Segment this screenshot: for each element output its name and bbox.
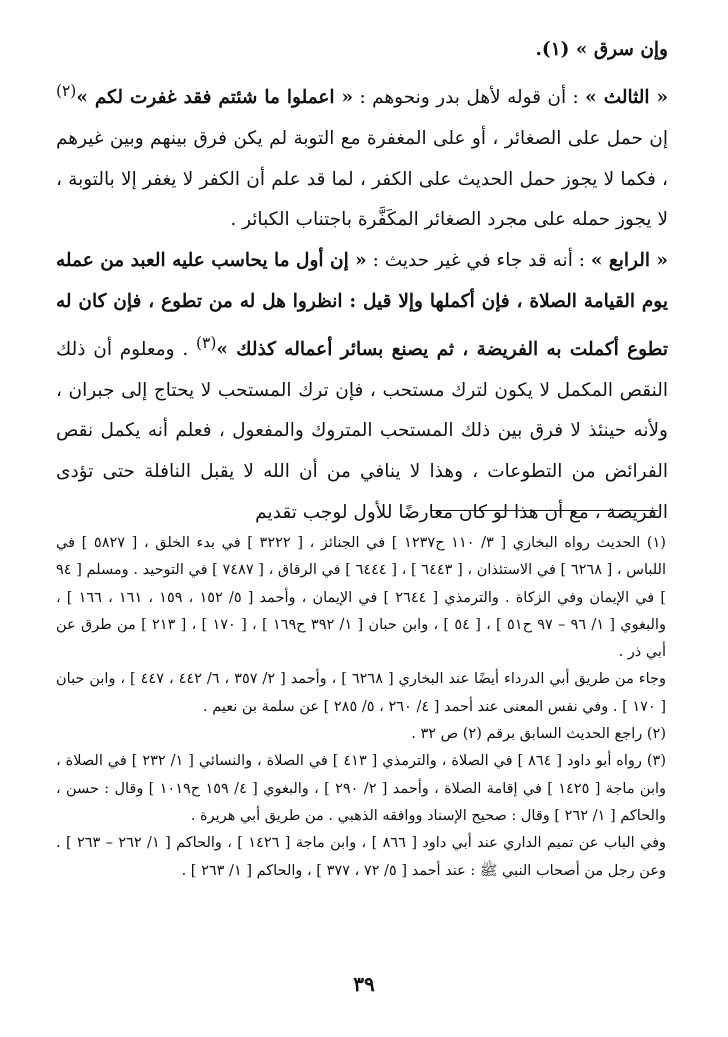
footnotes xyxy=(56,530,666,885)
fourth-hadith-quote: « إن أول ما يحاسب عليه العبد من عمله يوم القيامة الصلاة ، فإن أكملها وإلا قيل : انظروا هل له من تطوع ، فإن كان له تطوع أكملت به الفريضة ، ثم يصنع بسائر أعماله كذلك » xyxy=(56,250,669,360)
footnote-3-continued: وفي الباب عن تميم الداري عند أبي داود [ ٨٦٦ ] ، وابن ماجة [ ١٤٢٦ ] ، والحاكم [ ١/ ٢٦٢ – ٢٦٣ ] . وعن رجل من أصحاب النبي ﷺ : عند أحمد [ ٥/ ٧٢ ، ٣٧٧ ] ، والحاكم [ ١/ ٢٦٣ ] . xyxy=(56,835,667,879)
third-body: إن حمل على الصغائر ، أو على المغفرة مع التوبة لم يكن فرق بينهم وبين غيرهم ، فكما لا يجوز حمل الحديث على الكفر ، لما قد علم أن الكفر لا يغفر إلا بالتوبة ، لا يجوز حمله على مجرد الصغائر المكَفَّرة باجتناب الكبائر . xyxy=(56,127,668,231)
footnote-3: (٣) رواه أبو داود [ ٨٦٤ ] في الصلاة ، والترمذي [ ٤١٣ ] في الصلاة ، والنسائي [ ١/ ٢٣٢ ] في الصلاة ، وابن ماجة [ ١٤٢٥ ] في إقامة الصلاة ، وأحمد [ ٢/ ٢٩٠ ] ، والبغوي [ ٤/ ١٥٩ ح١٠١٩ ] وقال : حسن ، والحاكم [ ١/ ٢٦٢ ] وقال : صحيح الإسناد ووافقه الذهبي . من طريق أبي هريرة . xyxy=(56,753,667,824)
paragraph-fourth xyxy=(56,241,668,534)
footnote-1: (١) الحديث رواه البخاري [ ٣/ ١١٠ ح١٢٣٧ ] في الجنائز ، [ ٣٢٢٢ ] في بدء الخلق ، [ ٥٨٢٧ ] في اللباس ، [ ٦٢٦٨ ] في الاستئذان ، [ ٦٤٤٣ ] ، [ ٦٤٤٤ ] في الرقاق ، [ ٧٤٨٧ ] في التوحيد . ومسلم [ ٩٤ ] في الإيمان وفي الزكاة . والترمذي [ ٢٦٤٤ ] في الإيمان ، وأحمد [ ٥/ ١٥٢ ، ١٥٩ ، ١٦١ ، ١٦٦ ] ، والبغوي [ ١/ ٩٦ – ٩٧ ح٥١ ] ، [ ٥٤ ] ، وابن حبان [ ١/ ٣٩٢ ح١٦٩ ] ، [ ١٧٠ ] ، [ ٢١٣ ] من طرق عن أبي ذر . xyxy=(56,535,667,661)
continuation-text: وإن سرق » (١). xyxy=(535,39,668,60)
third-label: « الثالث » xyxy=(585,86,669,108)
fourth-intro: : أنه قد جاء في غير حديث : xyxy=(366,250,591,272)
footnote-2: (٢) راجع الحديث السابق برقم (٢) ص ٣٢ . xyxy=(411,726,666,743)
third-intro: : أن قوله لأهل بدر ونحوهم : xyxy=(353,86,586,108)
main-text xyxy=(56,30,668,534)
fourth-body: . ومعلوم أن ذلك النقص المكمل لا يكون لترك مستحب ، فإن ترك المستحب لا يحتاج إلى جبران ، ولأنه حينئذ لا فرق بين ذلك المستحب المتروك والمفعول ، فعلم أنه يكمل نقص الفرائض من التطوعات ، وهذا لا ينافي من أن الله لا يقبل النافلة حتى تؤدى الفريضة ، مع أن هذا لو كان معارضًا للأول لوجب تقديم xyxy=(56,338,668,524)
third-hadith-quote: « اعملوا ما شئتم فقد غفرت لكم » xyxy=(76,86,354,108)
footnote-ref-2[interactable]: (٢) xyxy=(56,81,77,100)
footnote-separator xyxy=(430,510,658,511)
footnote-1-continued: وجاء من طريق أبي الدرداء أيضًا عند البخاري [ ٦٢٦٨ ] ، وأحمد [ ٢/ ٣٥٧ ، ٦/ ٤٤٢ ، ٤٤٧ ] ، وابن حبان [ ١٧٠ ] . وفي نفس المعنى عند أحمد [ ٤/ ٢٦٠ ، ٥/ ٢٨٥ ] عن سلمة بن نعيم . xyxy=(56,671,666,715)
fourth-label: « الرابع » xyxy=(590,250,668,272)
paragraph-third xyxy=(56,71,668,241)
continuation-line xyxy=(56,30,668,71)
footnote-ref-3[interactable]: (٣) xyxy=(196,333,217,352)
page-number: ٣٩ xyxy=(353,972,375,996)
